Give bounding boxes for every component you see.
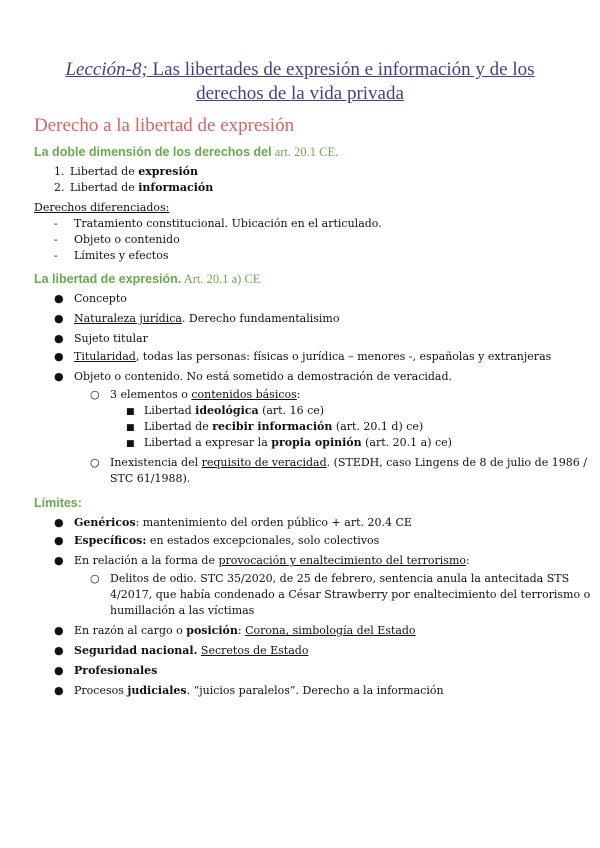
list-underlined: Secretos de Estado — [200, 644, 309, 657]
list-text: En relación a la forma de — [74, 554, 219, 567]
square-bullet-icon: ■ — [126, 407, 135, 417]
list-text: Libertad de — [70, 181, 139, 194]
limites-heading — [34, 496, 82, 511]
list-text: Objeto o contenido. No está sometido a demostración de veracidad. — [74, 370, 453, 383]
list-item — [54, 249, 169, 263]
list-continuation: humillación a las víctimas — [110, 604, 255, 617]
list-bold: Seguridad nacional. — [74, 644, 198, 657]
libertad-heading — [34, 272, 260, 287]
dash-marker: - — [54, 249, 58, 262]
list-text: Inexistencia del — [110, 456, 202, 469]
list-text: . (STEDH, caso Lingens de 8 de julio de 1986 / — [326, 456, 587, 469]
square-bullet-icon: ■ — [126, 423, 135, 433]
list-text: . “juicios paralelos”. Derecho a la información — [186, 684, 444, 697]
list-item — [90, 388, 301, 402]
doble-heading-ref: art. 20.1 CE. — [271, 145, 339, 159]
doble-dimension-heading — [34, 145, 338, 160]
list-text: : — [466, 554, 470, 567]
list-text: Procesos — [74, 684, 128, 697]
bullet-icon: ● — [54, 516, 64, 529]
list-item — [126, 420, 423, 435]
bullet-icon: ● — [54, 534, 64, 547]
list-text: En razón al cargo o — [74, 624, 187, 637]
list-text: Libertad de — [144, 420, 213, 433]
list-bold: propia opinión — [271, 436, 362, 449]
list-text: (art. 16 ce) — [258, 404, 325, 417]
list-item — [54, 292, 127, 306]
list-bold: Específicos: — [74, 534, 147, 547]
list-underlined: Naturaleza jurídica — [74, 312, 182, 325]
list-text: Delitos de odio. STC 35/2020, de 25 de febrero, sentencia anula la antecitada STS — [110, 572, 570, 585]
list-item — [54, 332, 148, 346]
bullet-icon: ● — [54, 664, 64, 677]
list-bold: judiciales — [127, 684, 187, 697]
circle-bullet-icon: ○ — [90, 456, 100, 469]
bullet-icon: ● — [54, 312, 64, 325]
list-text: : — [296, 388, 301, 401]
circle-bullet-icon: ○ — [90, 572, 100, 585]
list-text: (art. 20.1 a) ce) — [361, 436, 452, 449]
libertad-heading-bold: La libertad de expresión. — [34, 272, 182, 286]
list-text: Libertad a expresar la — [144, 436, 272, 449]
list-text: : mantenimiento del orden público + art. 20.4 CE — [135, 516, 412, 529]
lesson-title-prefix: Lección-8; — [65, 59, 148, 80]
list-item — [54, 684, 444, 698]
list-item — [126, 404, 324, 419]
dash-marker: - — [54, 217, 58, 230]
list-item — [54, 516, 412, 530]
list-text: Tratamiento constitucional. Ubicación en el articulado. — [74, 217, 382, 230]
section-heading: Derecho a la libertad de expresión — [34, 115, 295, 136]
list-text: Sujeto titular — [74, 332, 148, 345]
list-item — [54, 181, 213, 195]
list-item — [54, 554, 470, 568]
bullet-icon: ● — [54, 292, 64, 305]
list-item — [90, 456, 587, 470]
list-underlined: requisito de veracidad — [201, 456, 327, 469]
bullet-icon: ● — [54, 554, 64, 567]
square-bullet-icon: ■ — [126, 439, 135, 449]
list-item — [54, 217, 382, 231]
list-item — [54, 165, 198, 179]
bullet-icon: ● — [54, 624, 64, 637]
list-item — [54, 624, 416, 638]
bullet-icon: ● — [54, 332, 64, 345]
list-text: (art. 20.1 d) ce) — [332, 420, 424, 433]
list-item — [126, 436, 452, 451]
list-text: en estados excepcionales, solo colectivos — [146, 534, 380, 547]
list-bold: recibir información — [212, 420, 333, 433]
list-text: Libertad de — [70, 165, 139, 178]
list-underlined: provocación y enaltecimiento del terrorismo — [218, 554, 466, 567]
limites-heading-text: Límites: — [34, 496, 82, 510]
libertad-heading-ref: Art. 20.1 a) CE — [181, 272, 261, 286]
circle-bullet-icon: ○ — [90, 388, 100, 401]
bullet-icon: ● — [54, 370, 64, 383]
list-bold: ideológica — [195, 404, 259, 417]
list-item — [54, 312, 340, 326]
bullet-icon: ● — [54, 684, 64, 697]
list-underlined: contenidos básicos — [191, 388, 297, 401]
list-number: 2. — [54, 181, 65, 194]
list-text: Concepto — [74, 292, 127, 305]
diferenciados-label: Derechos diferenciados: — [34, 201, 170, 214]
lesson-title-line1: Las libertades de expresión e información y de los — [147, 59, 535, 80]
list-item — [54, 350, 551, 364]
list-text: , todas las personas: físicas o jurídica – menores -, españolas y extranjeras — [135, 350, 552, 363]
list-item — [90, 572, 569, 586]
list-number: 1. — [54, 165, 65, 178]
doble-heading-bold: La doble dimensión de los derechos del — [34, 145, 272, 159]
list-bold: Profesionales — [74, 664, 158, 677]
bullet-icon: ● — [54, 644, 64, 657]
list-bold: expresión — [138, 165, 198, 178]
list-continuation: STC 61/1988). — [110, 472, 191, 485]
list-text: Límites y efectos — [74, 249, 169, 262]
list-continuation: 4/2017, que había condenado a César Strawberry por enaltecimiento del terrorismo o — [110, 588, 591, 601]
list-text: . Derecho fundamentalisimo — [181, 312, 340, 325]
list-item — [54, 644, 308, 658]
list-text: Objeto o contenido — [74, 233, 180, 246]
list-bold: información — [138, 181, 214, 194]
list-item — [54, 664, 157, 678]
list-text: 3 elementos o — [110, 388, 192, 401]
list-bold: posición — [186, 624, 238, 637]
list-item — [54, 534, 379, 548]
list-underlined: Corona, simbología del Estado — [245, 624, 416, 637]
bullet-icon: ● — [54, 350, 64, 363]
list-underlined: Titularidad — [74, 350, 136, 363]
lesson-title — [40, 58, 560, 106]
dash-marker: - — [54, 233, 58, 246]
list-text: : — [237, 624, 246, 637]
list-bold: Genéricos — [74, 516, 136, 529]
list-item — [54, 370, 452, 384]
list-text: Libertad — [144, 404, 196, 417]
lesson-title-line2: derechos de la vida privada — [196, 83, 404, 104]
list-item — [54, 233, 180, 247]
